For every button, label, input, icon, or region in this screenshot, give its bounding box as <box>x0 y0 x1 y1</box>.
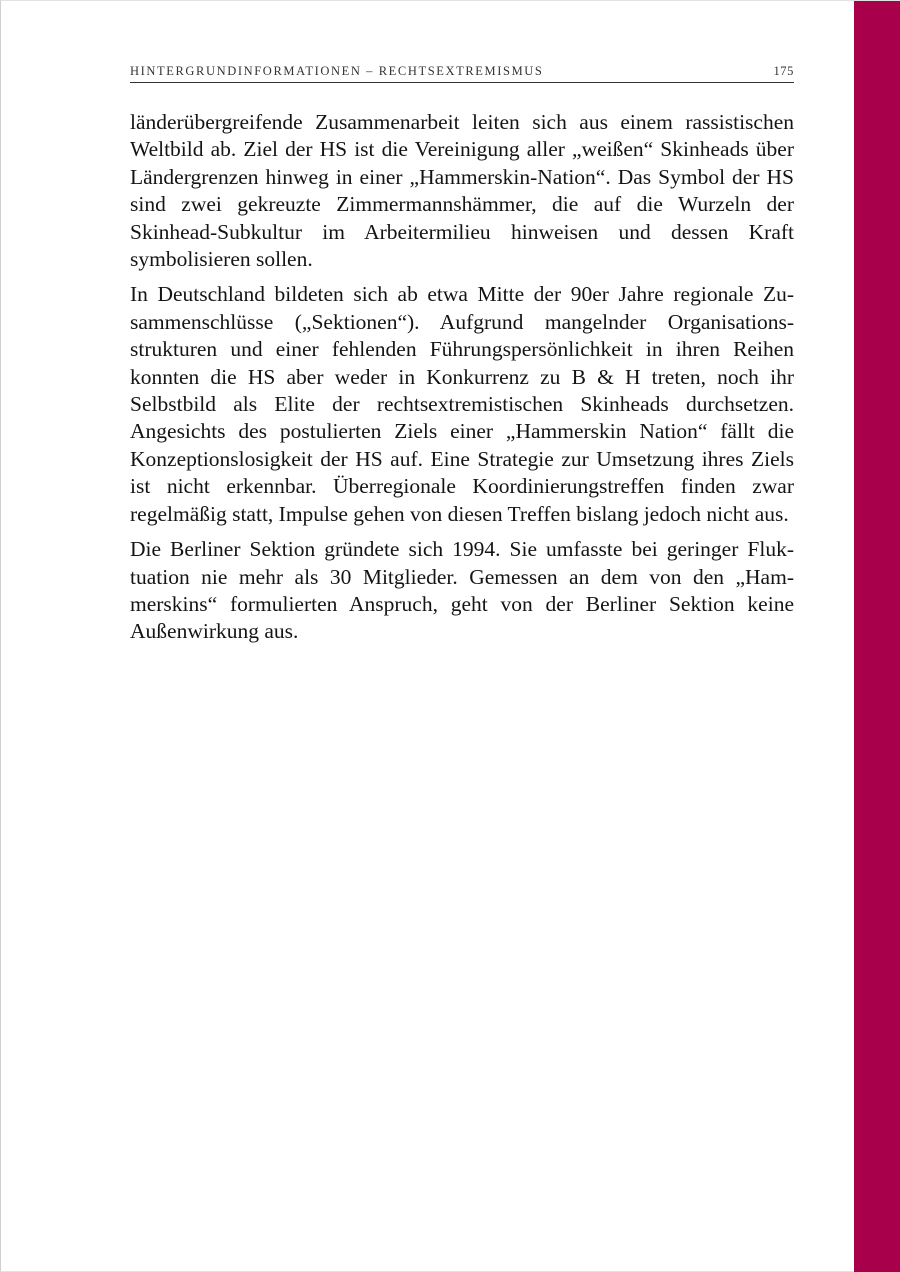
side-color-bar <box>854 1 900 1272</box>
paragraph-1: länderübergreifende Zusammenarbeit leiten sich aus einem rassistischen Weltbild ab. Ziel der HS ist die Vereinigung aller „weißen“ Skinheads über Ländergrenzen hinweg in einer „Hammerskin-Nation“. Das Symbol der HS sind zwei gekreuzte Zimmermannshämmer, die auf die Wurzeln der Skinhead-Subkultur im Arbeitermilieu hinweisen und dessen Kraft symbolisieren sollen. <box>130 110 794 272</box>
paragraph-3: Die Berliner Sektion gründete sich 1994. Sie umfasste bei geringer Fluktuation nie mehr als 30 Mitglieder. Gemessen an dem von den „Hammerskins“ formulierten Anspruch, geht von der Berliner Sektion keine Außenwirkung aus. <box>130 537 794 644</box>
body-text <box>130 109 794 654</box>
header-title: HINTERGRUNDINFORMATIONEN – RECHTSEXTREMISMUS <box>130 64 544 78</box>
page-number: 175 <box>773 64 794 78</box>
paragraph-2: In Deutschland bildeten sich ab etwa Mitte der 90er Jahre regionale Zusammenschlüsse („Sektionen“). Aufgrund mangelnder Organisationsstrukturen und einer fehlenden Führungspersönlichkeit in ihren Reihen konnten die HS aber weder in Konkurrenz zu B & H treten, noch ihr Selbstbild als Elite der rechtsextremistischen Skinheads durchsetzen. Angesichts des postulierten Ziels einer „Hammerskin Nation“ fällt die Konzeptionslosigkeit der HS auf. Eine Strategie zur Umsetzung ihres Ziels ist nicht erkennbar. Überregionale Koordinierungstreffen finden zwar regelmäßig statt, Impulse gehen von diesen Treffen bislang jedoch nicht aus. <box>130 282 794 526</box>
running-header <box>130 63 794 83</box>
